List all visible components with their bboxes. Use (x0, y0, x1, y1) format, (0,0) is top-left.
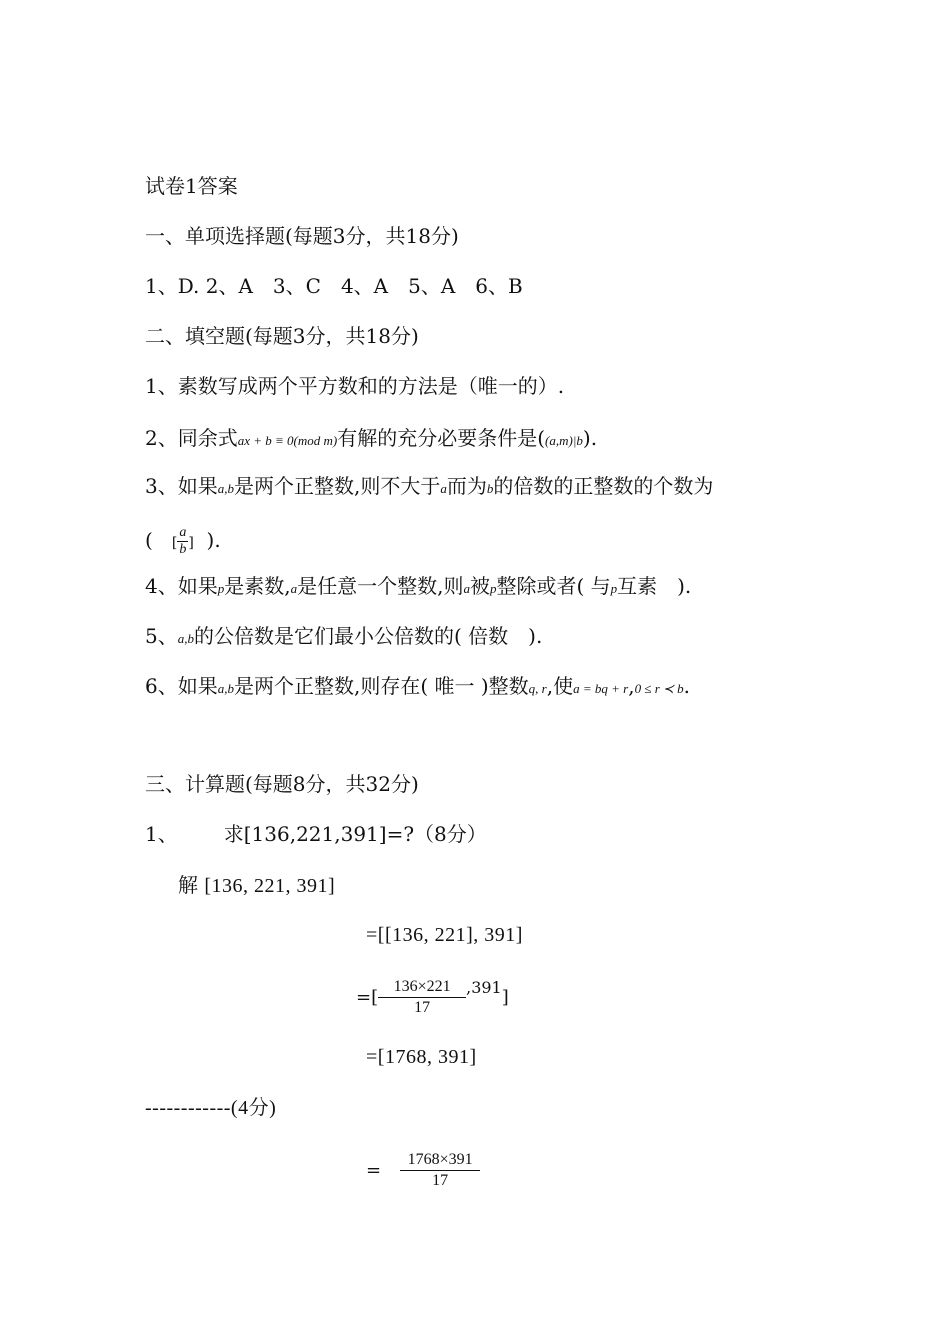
section2-q4 (145, 572, 691, 603)
line3-tail: ,391 (466, 978, 502, 997)
section2-q3 (145, 472, 713, 503)
q2-post: ). (582, 426, 598, 450)
q4-a: a (290, 581, 298, 596)
q2-mid: 有解的充分必要条件是( (337, 426, 546, 450)
line3-eq: =[ (356, 987, 379, 1008)
solution-line-2: =[[136, 221], 391] (366, 924, 523, 946)
section2-q3-answer (145, 520, 221, 563)
q3-pre: 3、如果 (145, 474, 218, 498)
q1-label: 1、 (145, 822, 178, 846)
q4-pre: 4、如果 (145, 574, 218, 598)
document-title: 试卷1答案 (145, 174, 238, 198)
line3-num: 136×221 (378, 977, 466, 998)
q4-a2: a (463, 581, 470, 596)
q4-p3: p (610, 581, 618, 596)
solution-line-1 (178, 871, 335, 900)
q3-b: b (486, 481, 494, 496)
line5-fraction (400, 1150, 480, 1191)
section1-heading: 一、单项选择题(每题3分，共18分) (145, 224, 459, 248)
line3-den: 17 (414, 999, 431, 1016)
solution-lcm-expr: [136, 221, 391] (204, 875, 336, 897)
q6-mid2: ,使 (546, 674, 574, 698)
score-mark: ------------(4分) (145, 1097, 277, 1119)
q2-answer: (a,m)|b (545, 433, 583, 448)
line5-eq: = (366, 1160, 382, 1181)
q3-mid1: 是两个正整数,则不大于 (233, 474, 441, 498)
section2-q6 (145, 672, 690, 703)
line3-fraction (378, 977, 466, 1018)
section3-heading: 三、计算题(每题8分，共32分) (145, 772, 419, 796)
q6-ab: a,b (217, 681, 234, 696)
line5-num: 1768×391 (400, 1150, 480, 1171)
line3-close: ] (501, 987, 509, 1008)
q6-equation: a = bq + r (573, 681, 629, 696)
q4-post: 互素 ). (617, 574, 692, 598)
section2-heading: 二、填空题(每题3分，共18分) (145, 324, 419, 348)
q3-ans-den: b (179, 542, 187, 557)
q4-mid3: 被 (469, 574, 490, 598)
q3-ans-rbr: ] (188, 535, 194, 551)
q4-mid1: 是素数, (224, 574, 291, 598)
section1-answers: 1、D. 2、A 3、C 4、A 5、A 6、B (145, 274, 523, 298)
q4-mid2: 是任意一个整数,则 (297, 574, 464, 598)
q3-post: 的倍数的正整数的个数为 (493, 474, 714, 498)
q6-post: . (683, 674, 691, 698)
q3-ab: a,b (217, 481, 234, 496)
q5-ab: a,b (177, 631, 194, 646)
q4-p2: p (489, 581, 497, 596)
q5-post: 的公倍数是它们最小公倍数的( 倍数 ). (193, 624, 543, 648)
q3-ans-num: a (179, 525, 187, 540)
q3-ans-close: ). (206, 528, 221, 552)
q6-mid1: 是两个正整数,则存在( 唯一 )整数 (233, 674, 529, 698)
q4-mid4: 整除或者( 与 (496, 574, 611, 598)
q6-pre: 6、如果 (145, 674, 218, 698)
q6-comma: , (628, 674, 635, 698)
q5-pre: 5、 (145, 624, 178, 648)
q3-answer-fraction (177, 525, 188, 558)
q1-text: 求[136,221,391]=?（8分） (223, 822, 487, 846)
q6-qr: q, r (528, 681, 547, 696)
q4-p: p (217, 581, 225, 596)
q2-pre: 2、同余式 (145, 426, 238, 450)
q6-inequality: 0 ≤ r ≺ b (634, 681, 684, 696)
q3-a: a (440, 481, 447, 496)
solution-line-3 (356, 972, 509, 1022)
solution-line-5 (366, 1145, 480, 1195)
solution-label: 解 (178, 873, 198, 897)
solution-line-4: =[1768, 391] (366, 1046, 477, 1068)
q3-ans-open: ( (145, 528, 153, 552)
q2-congruence: ax + b ≡ 0(mod m) (237, 433, 338, 448)
section3-q1 (145, 820, 487, 848)
q3-ans-lbr: [ (171, 535, 178, 551)
section2-q2 (145, 424, 597, 455)
q3-mid2: 而为 (446, 474, 487, 498)
line5-den: 17 (432, 1172, 449, 1189)
section2-q1: 1、素数写成两个平方数和的方法是（唯一的）. (145, 374, 565, 398)
section2-q5 (145, 622, 542, 653)
